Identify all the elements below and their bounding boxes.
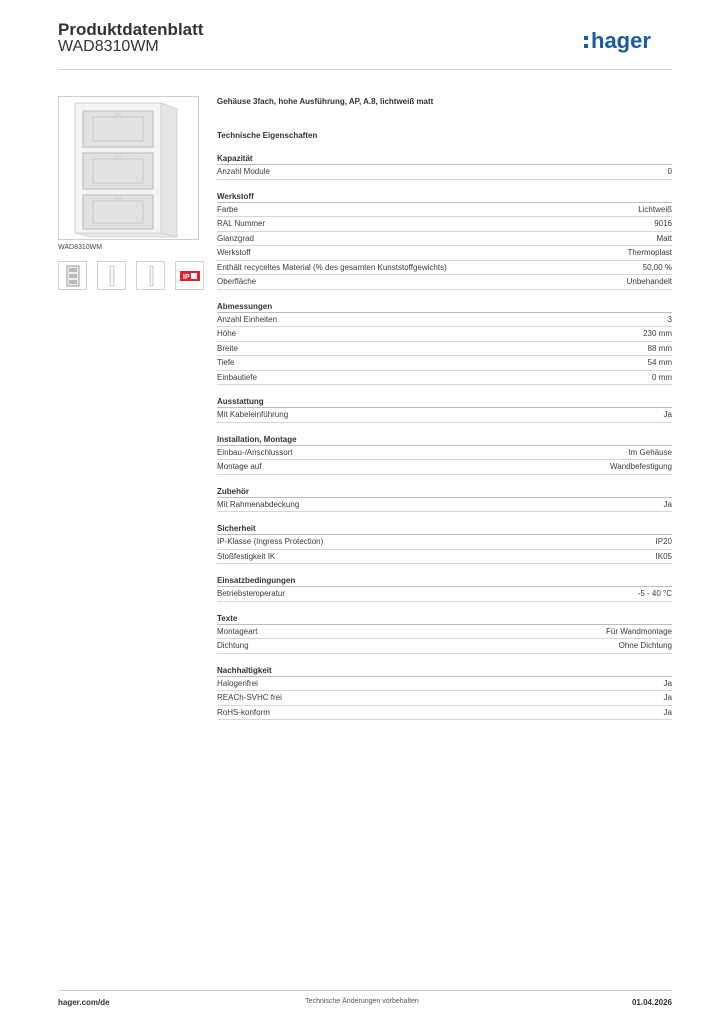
product-image [58, 96, 199, 240]
property-value: Ja [663, 707, 672, 717]
section-title: Texte [217, 613, 672, 625]
product-side-thumb[interactable] [97, 261, 126, 290]
property-label: Montage auf [217, 462, 262, 471]
thumbnail-strip [58, 261, 204, 290]
property-value: Im Gehäuse [628, 447, 672, 457]
property-label: IP-Klasse (Ingress Protection) [217, 537, 324, 546]
product-code: WAD8310WM [58, 38, 159, 55]
property-value: -5 - 40 °C [637, 589, 672, 598]
product-description: Gehäuse 3fach, hohe Ausführung, AP, A.8, lichtweiß matt [217, 97, 434, 106]
property-label: Tiefe [217, 358, 235, 367]
property-row [217, 446, 672, 461]
property-row [217, 691, 672, 706]
section-title: Einsatzbedingungen [217, 575, 672, 587]
property-row [217, 261, 672, 276]
property-label: Anzahl Einheiten [217, 314, 278, 324]
section-title: Kapazität [217, 153, 672, 165]
property-row [217, 165, 672, 180]
svg-text:IP: IP [182, 273, 190, 281]
property-label: Anzahl Module [217, 167, 270, 176]
product-image-caption: WAD8310WM [58, 244, 103, 251]
property-value: 3 [667, 314, 672, 324]
property-label: Mit Rahmenabdeckung [217, 499, 300, 509]
logo-text: hager [591, 28, 651, 53]
property-value: Für Wandmontage [606, 626, 672, 636]
property-value: Ja [663, 678, 672, 688]
section-title: Abmessungen [217, 301, 672, 313]
footer-divider [58, 990, 672, 991]
property-label: Glanzgrad [217, 233, 254, 243]
property-label: RAL Nummer [217, 219, 266, 228]
section-title: Werkstoff [217, 191, 672, 203]
hager-logo [582, 27, 672, 57]
property-label: Mit Kabeleinführung [217, 410, 289, 419]
property-label: Werkstoff [217, 248, 251, 257]
property-row [217, 313, 672, 328]
product-front-thumb[interactable] [58, 261, 87, 290]
property-row [217, 639, 672, 654]
property-value: Ohne Dichtung [618, 641, 672, 650]
property-label: Oberfläche [217, 277, 257, 286]
property-section [217, 523, 672, 564]
property-value: 230 mm [643, 329, 672, 338]
property-row [217, 371, 672, 386]
property-value: Ja [663, 499, 672, 509]
property-row [217, 408, 672, 423]
property-label: REACh-SVHC frei [217, 693, 282, 702]
section-title: Installation, Montage [217, 434, 672, 446]
property-section [217, 396, 672, 423]
property-value: Matt [656, 233, 672, 243]
ip-badge-thumb[interactable] [175, 261, 204, 290]
technical-properties-title: Technische Eigenschaften [217, 131, 318, 140]
section-title: Ausstattung [217, 396, 672, 408]
property-row [217, 625, 672, 640]
header-divider [58, 69, 672, 70]
property-row [217, 706, 672, 721]
footer-website[interactable]: hager.com/de [58, 998, 110, 1007]
property-label: Breite [217, 343, 238, 353]
property-section [217, 434, 672, 475]
property-value: 0 [667, 167, 672, 176]
section-title: Sicherheit [217, 523, 672, 535]
property-row [217, 587, 672, 602]
properties-sections [217, 153, 672, 720]
product-side-thumb-2[interactable] [136, 261, 165, 290]
property-row [217, 498, 672, 513]
property-section [217, 301, 672, 386]
property-label: Stoßfestigkeit IK [217, 551, 276, 561]
property-section [217, 486, 672, 513]
property-value: IP20 [655, 537, 672, 546]
property-row [217, 356, 672, 371]
property-label: Betriebstemperatur [217, 589, 286, 598]
property-section [217, 191, 672, 290]
footer-disclaimer: Technische Änderungen vorbehalten [305, 998, 419, 1005]
section-title: Zubehör [217, 486, 672, 498]
property-row [217, 550, 672, 565]
page-title: Produktdatenblatt [58, 20, 204, 39]
property-row [217, 460, 672, 475]
property-value: 50,00 % [642, 262, 672, 272]
property-label: Einbautiefe [217, 372, 258, 382]
property-value: Wandbefestigung [610, 462, 672, 471]
property-row [217, 246, 672, 261]
property-row [217, 217, 672, 232]
property-label: Einbau-/Anschlussort [217, 447, 293, 457]
property-label: Höhe [217, 329, 237, 338]
property-label: RoHS-konform [217, 707, 270, 717]
property-label: Montageart [217, 626, 258, 636]
property-value: IK05 [655, 551, 672, 561]
property-row [217, 275, 672, 290]
property-label: Enthält recyceltes Material (% des gesamten Kunststoffgewichts) [217, 262, 447, 272]
property-value: 88 mm [647, 343, 672, 353]
property-row [217, 203, 672, 218]
property-section [217, 613, 672, 654]
property-value: Ja [663, 410, 672, 419]
datasheet-main [217, 96, 672, 720]
property-row [217, 342, 672, 357]
property-label: Farbe [217, 204, 238, 214]
property-value: Lichtweiß [638, 204, 672, 214]
footer-date: 01.04.2026 [631, 998, 672, 1007]
property-row [217, 677, 672, 692]
property-value: 54 mm [647, 358, 672, 367]
section-title: Nachhaltigkeit [217, 665, 672, 677]
property-value: 0 mm [652, 372, 672, 382]
property-section [217, 665, 672, 721]
property-row [217, 327, 672, 342]
property-section [217, 153, 672, 180]
property-row [217, 232, 672, 247]
property-value: Unbehandelt [626, 277, 672, 286]
property-label: Halogenfrei [217, 678, 258, 688]
property-section [217, 575, 672, 602]
property-value: Ja [663, 693, 672, 702]
property-value: Thermoplast [627, 248, 672, 257]
property-label: Dichtung [217, 641, 249, 650]
property-row [217, 535, 672, 550]
property-value: 9016 [654, 219, 672, 228]
